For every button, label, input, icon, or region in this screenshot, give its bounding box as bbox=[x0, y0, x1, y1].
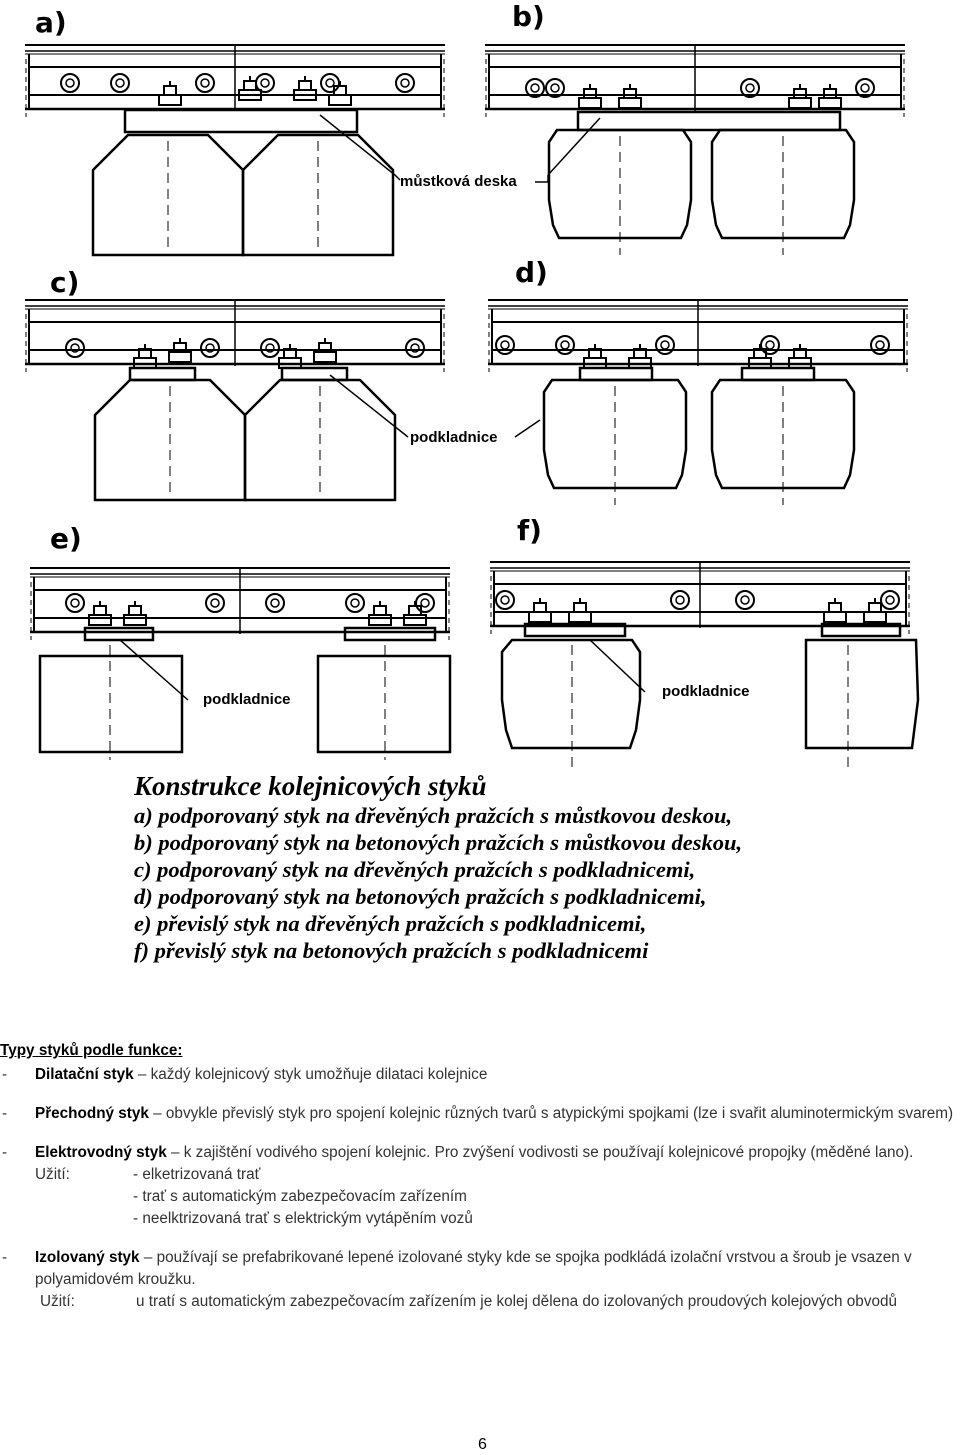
drawing-e bbox=[30, 568, 450, 760]
joint-types-section bbox=[0, 1038, 960, 1313]
list-dash: - bbox=[2, 1249, 8, 1266]
drawing-a bbox=[25, 45, 548, 255]
desc-elektrovodny: – k zajištění vodivého spojení kolejnic. Pro zvýšení vodivosti se používají kolejnicové propojky (měděné lano). bbox=[166, 1144, 914, 1161]
usage-block-elektrovodny bbox=[0, 1164, 960, 1230]
list-item-dilatacni bbox=[0, 1064, 960, 1086]
caption-line-f: f) převislý styk na betonových pražcích s podkladnicemi bbox=[134, 938, 649, 963]
usage-value: - elketrizovaná trať bbox=[133, 1166, 261, 1183]
panel-label-b: b) bbox=[512, 0, 545, 33]
caption-title: Konstrukce kolejnicových styků bbox=[134, 771, 487, 801]
list-item-izolovany bbox=[0, 1247, 960, 1291]
list-dash: - bbox=[2, 1105, 8, 1122]
figure-caption bbox=[134, 770, 834, 964]
drawing-d bbox=[488, 300, 908, 505]
panel-label-a: a) bbox=[35, 6, 67, 39]
panel-label-f: f) bbox=[517, 514, 542, 547]
panel-label-d: d) bbox=[515, 256, 548, 289]
caption-line-c: c) podporovaný styk na dřevěných pražcích s podkladnicemi, bbox=[134, 857, 696, 882]
list-dash: - bbox=[2, 1144, 8, 1161]
term-prechodny: Přechodný styk bbox=[35, 1105, 149, 1122]
list-item-prechodny bbox=[0, 1103, 960, 1125]
caption-line-d: d) podporovaný styk na betonových pražcích s podkladnicemi, bbox=[134, 884, 707, 909]
label-podkladnice-e: podkladnice bbox=[203, 691, 291, 708]
panel-label-e: e) bbox=[50, 522, 82, 555]
drawing-c bbox=[25, 300, 540, 500]
usage-value: - neelktrizovaná trať s elektrickým vytápěním vozů bbox=[133, 1210, 473, 1227]
panel-label-c: c) bbox=[50, 266, 80, 299]
label-podkladnice-f: podkladnice bbox=[662, 683, 750, 700]
caption-line-e: e) převislý styk na dřevěných pražcích s podkladnicemi, bbox=[134, 911, 647, 936]
term-izolovany: Izolovaný styk bbox=[35, 1249, 140, 1266]
drawing-b bbox=[485, 45, 905, 255]
caption-line-a: a) podporovaný styk na dřevěných pražcích s můstkovou deskou, bbox=[134, 803, 733, 828]
usage-value: - trať s automatickým zabezpečovacím zařízením bbox=[133, 1188, 467, 1205]
label-podkladnice-d: podkladnice bbox=[410, 429, 498, 446]
list-item-elektrovodny bbox=[0, 1142, 960, 1164]
section-heading: Typy styků podle funkce: bbox=[0, 1042, 183, 1059]
page-number: 6 bbox=[478, 1436, 487, 1453]
desc-dilatacni: – každý kolejnicový styk umožňuje dilataci kolejnice bbox=[133, 1066, 488, 1083]
drawing-f bbox=[490, 562, 918, 768]
label-mostkova-deska: můstková deska bbox=[400, 173, 517, 190]
term-dilatacni: Dilatační styk bbox=[35, 1066, 134, 1083]
desc-prechodny: – obvykle převislý styk pro spojení kolejnic různých tvarů s atypickými spojkami (lze i svařit aluminotermickým svarem) bbox=[148, 1105, 954, 1122]
term-elektrovodny: Elektrovodný styk bbox=[35, 1144, 167, 1161]
usage-value: u tratí s automatickým zabezpečovacím zařízením je kolej dělena do izolovaných proudových kolejových obvodů bbox=[136, 1293, 897, 1310]
usage-block-izolovany bbox=[0, 1291, 960, 1313]
caption-line-b: b) podporovaný styk na betonových pražcích s můstkovou deskou, bbox=[134, 830, 743, 855]
list-dash: - bbox=[2, 1066, 8, 1083]
usage-label: Užití: bbox=[40, 1293, 75, 1310]
usage-label: Užití: bbox=[35, 1166, 70, 1183]
desc-izolovany: – používají se prefabrikované lepené izolované styky kde se spojka podkládá izolační vrstvou a šroub je vsazen v polyamidovém kroužku. bbox=[35, 1249, 912, 1288]
